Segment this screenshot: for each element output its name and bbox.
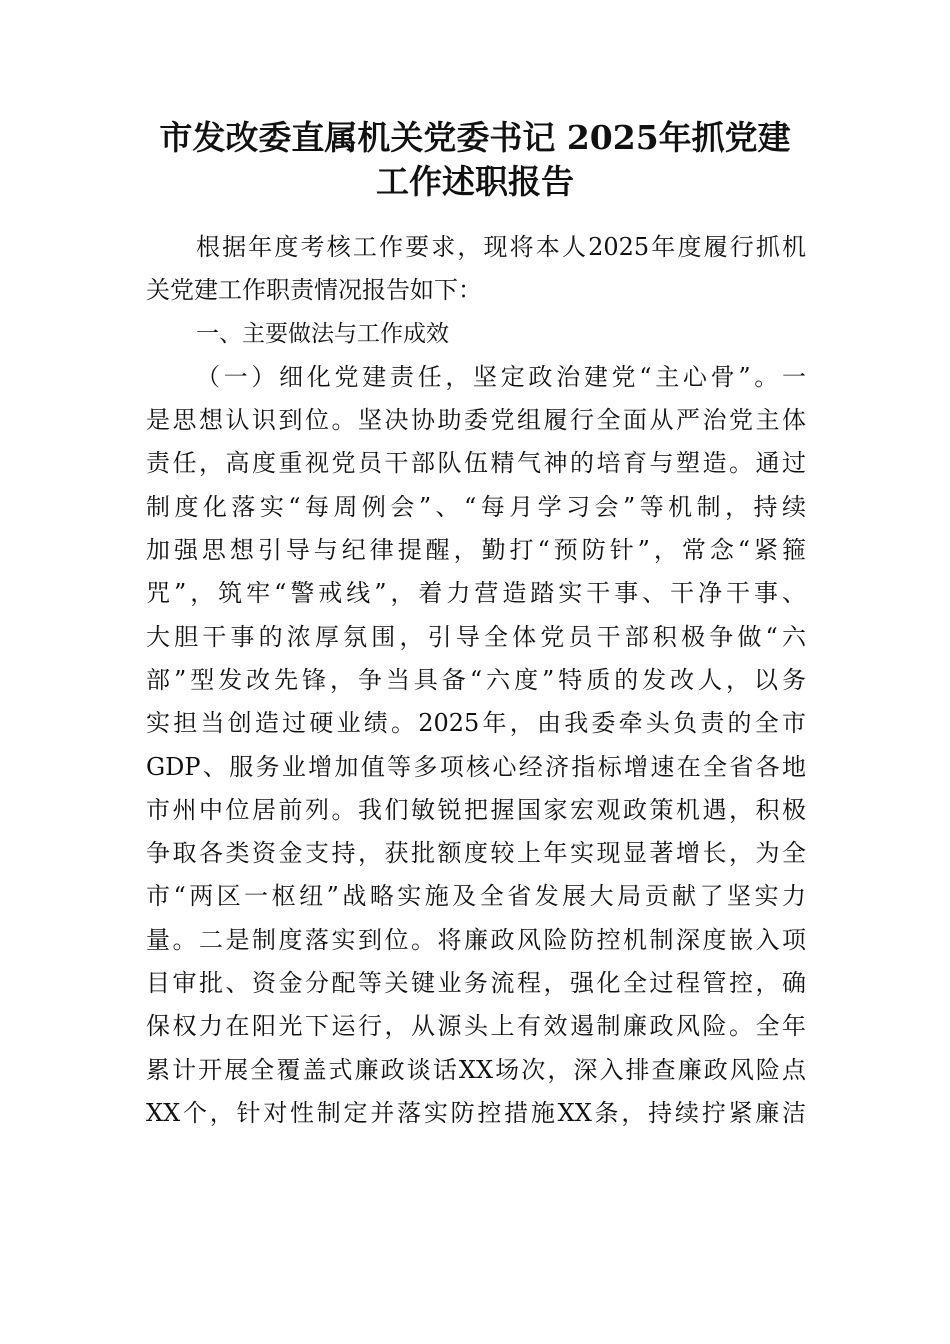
paragraph-line: 累计开展全覆盖式廉政谈话XX场次，深入排查廉政风险点	[146, 1055, 806, 1084]
paragraph-line: 保权力在阳光下运行，从源头上有效遏制廉政风险。全年	[146, 1012, 806, 1041]
paragraph-line: 根据年度考核工作要求，现将本人2025年度履行抓机	[196, 233, 806, 261]
paragraph-line: 争取各类资金支持，获批额度较上年实现显著增长，为全	[146, 839, 806, 868]
paragraph-line: 目审批、资金分配等关键业务流程，强化全过程管控，确	[146, 969, 806, 998]
paragraph-line: 量。二是制度落实到位。将廉政风险防控机制深度嵌入项	[146, 925, 806, 954]
document-title-line-1: 市发改委直属机关党委书记 2025年抓党建	[159, 118, 791, 157]
paragraph-line: 咒”，筑牢“警戒线”，着力营造踏实干事、干净干事、	[146, 579, 806, 608]
paragraph-line: 大胆干事的浓厚氛围，引导全体党员干部积极争做“六	[146, 622, 806, 651]
paragraph-line: 市州中位居前列。我们敏锐把握国家宏观政策机遇，积极	[146, 795, 806, 824]
paragraph-line: 是思想认识到位。坚决协助委党组履行全面从严治党主体	[146, 406, 806, 435]
document-title-line-2: 工作述职报告	[376, 162, 574, 201]
paragraph-line: 制度化落实“每周例会”、“每月学习会”等机制，持续	[146, 492, 806, 521]
paragraph-line: 市“两区一枢纽”战略实施及全省发展大局贡献了坚实力	[146, 882, 806, 911]
paragraph-line: GDP、服务业增加值等多项核心经济指标增速在全省各地	[146, 752, 806, 781]
paragraph-line: XX个，针对性制定并落实防控措施XX条，持续拧紧廉洁	[146, 1098, 806, 1127]
paragraph-line: 实担当创造过硬业绩。2025年，由我委牵头负责的全市	[146, 709, 806, 738]
paragraph-line: 关党建工作职责情况报告如下：	[146, 276, 482, 305]
paragraph-line: 责任，高度重视党员干部队伍精气神的培育与塑造。通过	[146, 449, 806, 478]
paragraph-line: 部”型发改先锋，争当具备“六度”特质的发改人，以务	[146, 665, 806, 694]
paragraph-line: 加强思想引导与纪律提醒，勤打“预防针”，常念“紧箍	[146, 536, 806, 565]
paragraph-line: （一）细化党建责任，坚定政治建党“主心骨”。一	[196, 362, 806, 391]
document-body	[146, 226, 806, 1135]
section-heading: 一、主要做法与工作成效	[196, 320, 449, 347]
